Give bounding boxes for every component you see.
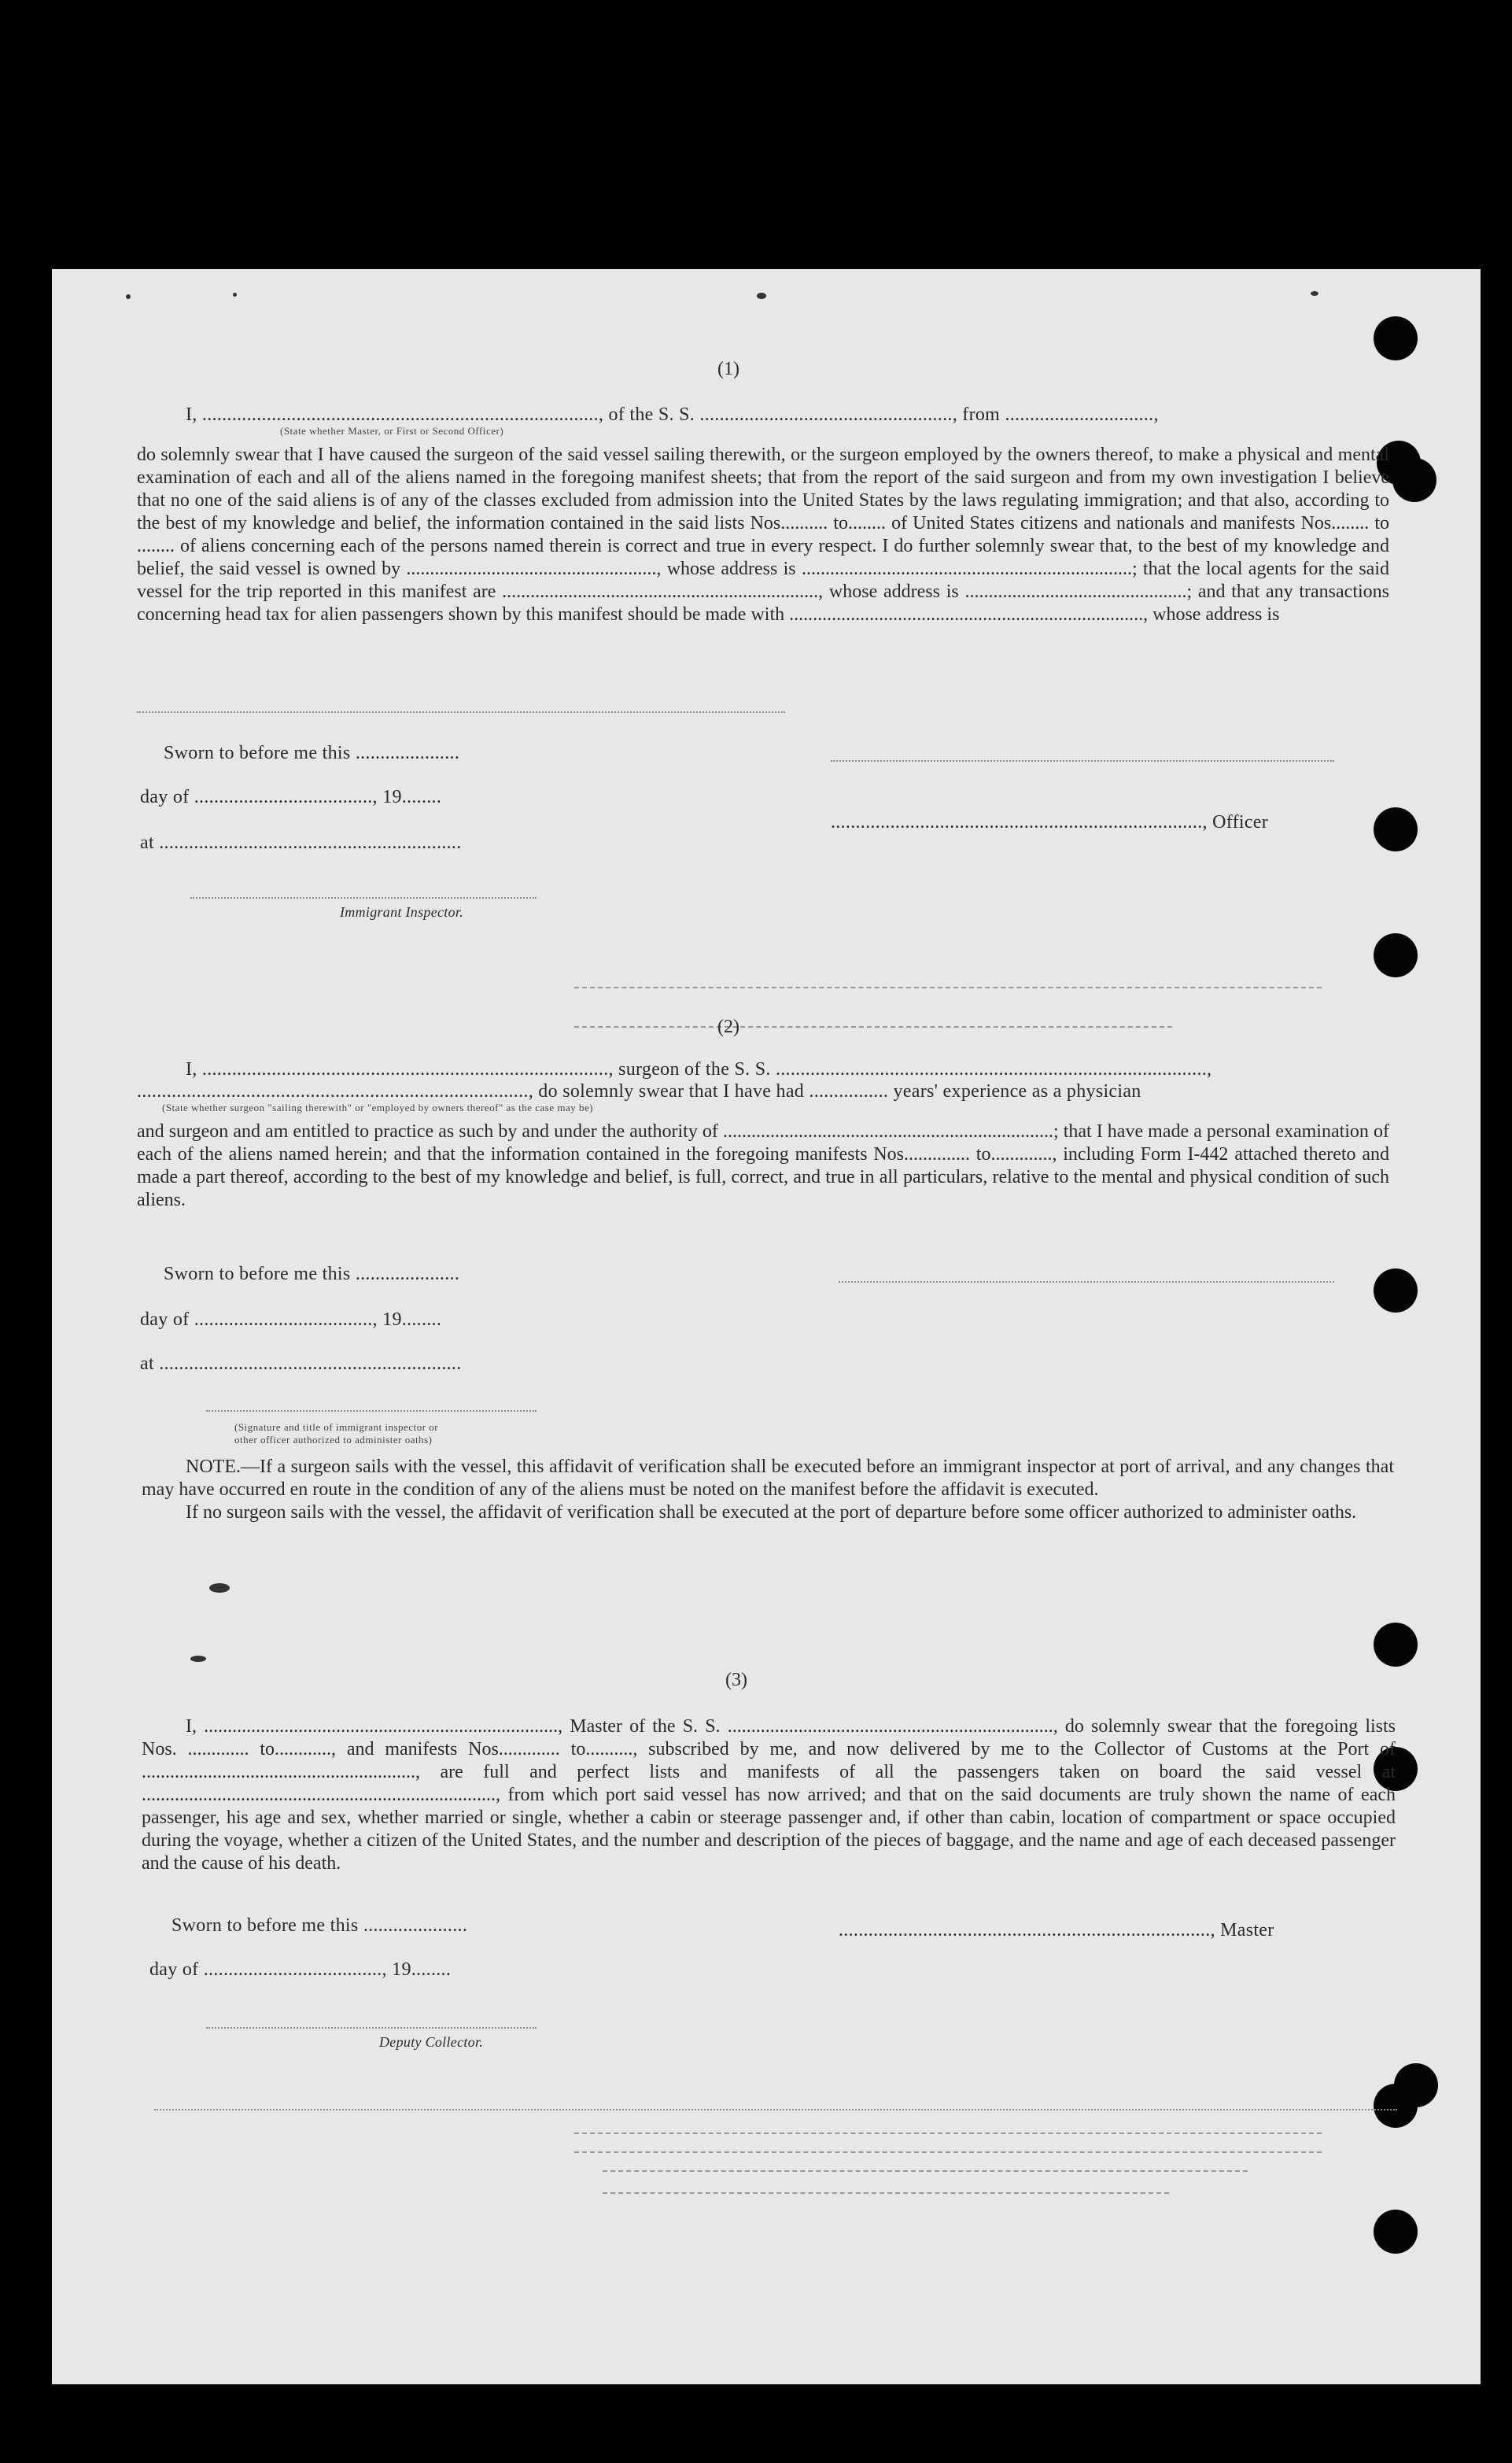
section2-number: (2) [717,1017,739,1037]
section2-line2: ..............................................................................., do solemnly swear that I have had ................ years' experience as a physician [137,1081,1141,1102]
section1-inspector: Immigrant Inspector. [340,904,463,920]
speck [209,1583,230,1593]
section1-number: (1) [717,359,739,379]
section2-at: at ............................................................. [140,1353,462,1374]
divider [603,2192,1169,2194]
signature-line [839,1281,1334,1283]
punch-hole [1374,2210,1418,2254]
divider [574,2151,1322,2153]
section3-day: day of ...................................., 19........ [149,1959,452,1980]
punch-hole [1394,2063,1438,2107]
divider [603,2170,1248,2172]
section2-sig-note1: (Signature and title of immigrant inspector or [234,1421,439,1433]
section3-master: ..........................................................................., Master [839,1920,1274,1940]
section1-day: day of ...................................., 19........ [140,787,442,807]
punch-hole [1392,458,1436,502]
section3-collector: Deputy Collector. [379,2034,484,2050]
punch-hole [1374,1268,1418,1313]
signature-line [831,760,1334,762]
divider [154,2109,1397,2110]
signature-line [190,897,537,899]
section3-body: I, ..........................................................................., Master of the S. S. ....................................................................., do solemnly swear that the foregoing lists Nos. ............. to............, and manifests Nos............. to.........., subscribed by me, and now delivered by me to the Collector of Customs at the Port of .........................................................., are full and perfect lists and manifests of all the passengers taken on board the said vessel at ..........................................................................., from which port said vessel has now arrived; and that on the said documents are truly shown the name of each passenger, his age and sex, whether married or single, whether a cabin or steerage passenger and, if other than cabin, location of compartment or space occupied during the voyage, whether a citizen of the United States, and the number and description of the pieces of baggage, and the name and age of each deceased passenger and the cause of his death. [142,1716,1396,1874]
punch-hole [1374,316,1418,360]
speck [190,1656,206,1662]
section2-day: day of ...................................., 19........ [140,1309,442,1330]
punch-hole [1374,807,1418,851]
divider [574,2133,1322,2134]
section1-note: (State whether Master, or First or Second Officer) [280,425,504,437]
section2-body: and surgeon and am entitled to practice as such by and under the authority of ......................................................................; that I have made a personal examination of each of the aliens named herein; and that the information contained in the foregoing manifests Nos.............. to............., including Form I-442 attached thereto and made a part thereof, according to the best of my knowledge and belief, is full, correct, and true in all particulars, relative to the mental and physical condition of such aliens. [137,1121,1389,1210]
section2-note: (State whether surgeon "sailing therewith" or "employed by owners thereof" as the case may be) [162,1102,594,1113]
section2-sig-note2: other officer authorized to administer oaths) [234,1434,433,1446]
section2-line1: I, .................................................................................., surgeon of the S. S. ......................................................................................., [186,1059,1212,1080]
punch-hole [1374,933,1418,977]
manifest-sheet [52,269,1481,2384]
section1-officer: ..........................................................................., Officer [831,812,1269,833]
blank-line [137,711,785,713]
divider [574,987,1322,988]
section3-number: (3) [725,1670,747,1690]
section2-note-para: NOTE.—If a surgeon sails with the vessel, this affidavit of verification shall be executed before an immigrant inspector at port of arrival, and any changes that may have occurred en route in the condition of any of the aliens must be noted on the manifest before the affidavit is executed. If no surgeon sails with the vessel, the affidavit of verification shall be executed at the port of departure before some officer authorized to administer oaths. [142,1457,1394,1523]
speck [1311,291,1318,296]
section1-sworn: Sworn to before me this ..................... [164,743,460,763]
signature-line [206,1410,537,1412]
signature-line [206,2027,537,2029]
section3-sworn: Sworn to before me this ..................... [171,1915,468,1936]
speck [757,293,766,299]
section1-at: at ............................................................. [140,833,462,853]
section1-body: do solemnly swear that I have caused the surgeon of the said vessel sailing therewith, or the surgeon employed by the owners thereof, to make a physical and mental examination of each and all of the aliens named in the foregoing manifest sheets; that from the report of the said surgeon and from my own investigation I believe that no one of the said aliens is of any of the classes excluded from admission into the United States by the laws regulating immigration; and that also, according to the best of my knowledge and belief, the information contained in the said lists Nos.......... to........ of United States citizens and nationals and manifests Nos........ to ........ of aliens concerning each of the persons named therein is correct and true in every respect. I do further solemnly swear that, to the best of my knowledge and belief, the said vessel is owned by ....................................................., whose address is ......................................................................; that the local agents for the said vessel for the trip reported in this manifest are ..................................................................., whose address is ...............................................; and that any transactions concerning head tax for alien passengers shown by this manifest should be made with ..........................................................................., whose address is [137,445,1389,625]
section2-sworn: Sworn to before me this ..................... [164,1264,460,1284]
speck [233,293,237,297]
speck [126,294,131,299]
punch-hole [1374,1623,1418,1667]
section1-line1: I, ................................................................................, of the S. S. ..................................................., from .............................., [186,404,1159,425]
divider [574,1026,1172,1028]
